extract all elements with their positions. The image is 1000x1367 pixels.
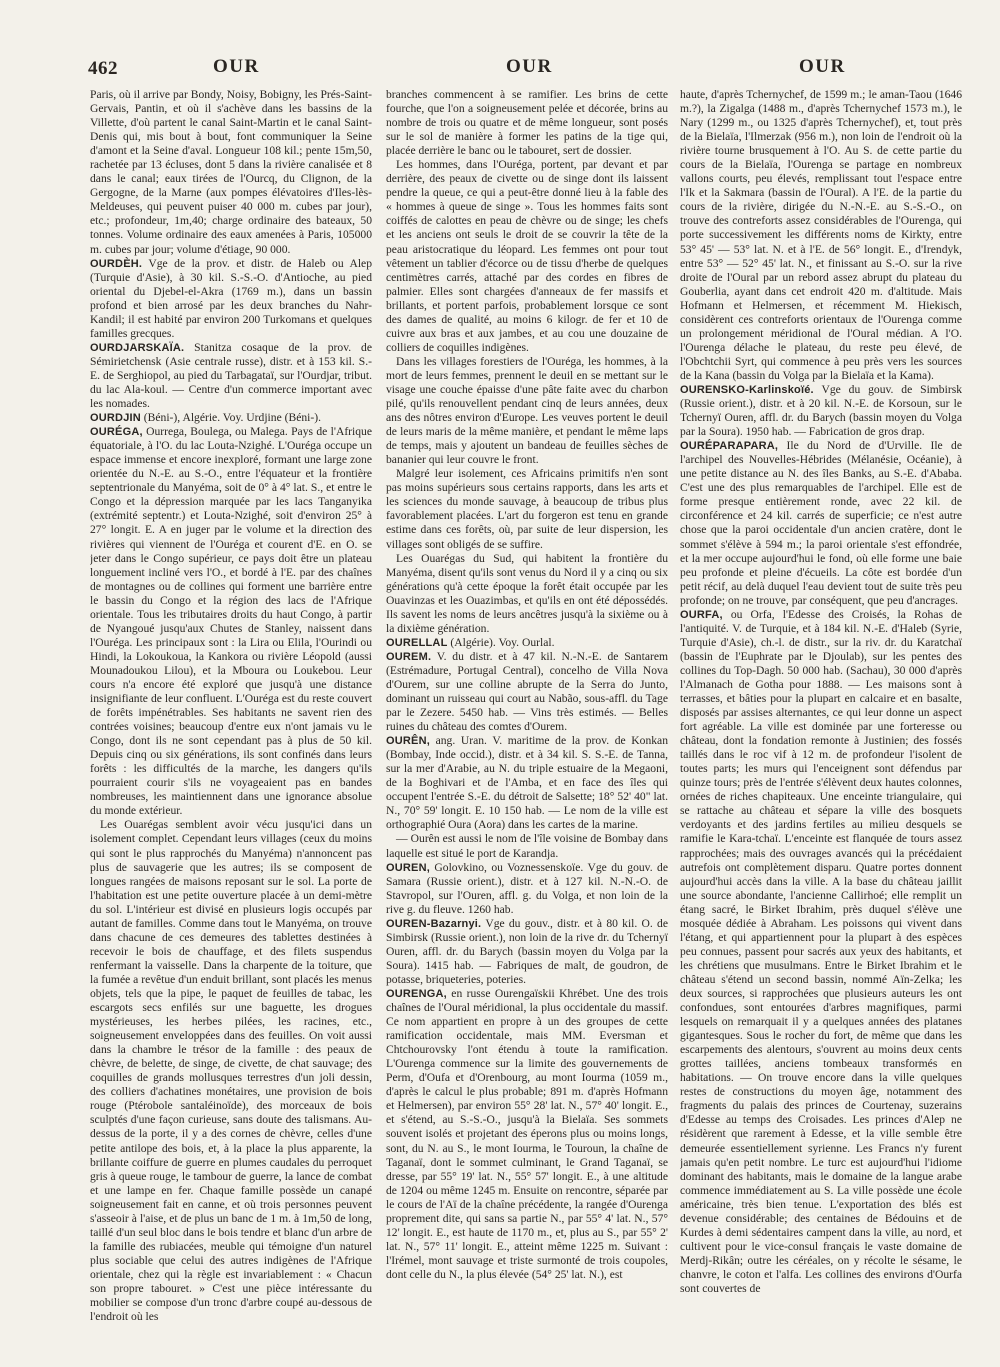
dictionary-entry [90,425,372,818]
entry-headword: OURENGA, [386,988,447,1000]
entry-text: ou Orfa, l'Edesse des Croisés, la Rohas de l'antiquité. V. de Turquie, et à 184 kil. N.-E. d'Haleb (Syrie, Turquie d'Asie), ch.-l. de distr., sur la riv. dr. du Karatchaï (bassin de l'Euphrate par le Djoulab), sur les pentes des collines du Top-Dagh. 50 000 hab. (Sachau), 30 000 d'après l'Almanach de Gotha pour 1888. — Les maisons sont à terrasses, et bâties pour la plupart en calcaire et en basalte, disposés par assises alternantes, ce qui leur donne un aspect fort agréable. La ville est dominée par une forteresse ou château, dont la fondation remonte à Justinien; des fossés taillés dans le roc vif à 12 m. de profondeur l'isolent de toutes parts; les murs qui l'enceignent sont défendus par quinze tours; près de l'entrée s'élèvent deux hautes colonnes, ornées de riches chapiteaux. Une enceinte triangulaire, qui se rattache au château et sépare la ville des bosquets verdoyants et des jardins fertiles au milieu desquels se ramifie le Kara-tchaï. L'enceinte est flanquée de tours assez rapprochées; mais des ouvrages avancés qui la précédaient autrefois ont complètement disparu. Quatre portes donnent aujourd'hui accès dans la ville. A la base du château jaillit une source abondante, l'ancienne Callirhoé; elle remplit un étang sacré, le Birket Ibrahim, près duquel s'élève une mosquée dédiée à Abraham. Les poissons qui vivent dans l'étang, et qui appartiennent pour la plupart à des espèces peu connues, passent pour sacrés aux yeux des habitants, et les chrétiens que musulmans. Entre le Birket Ibrahim et le château s'étend un second bassin, nommé Aïn-Zelka; les deux sources, si rapprochées que plusieurs auteurs les ont confondues, sont entourées d'arbres magnifiques, parmi lesquels on remarquait il y a quelques années des platanes gigantesques. Sous le rocher du fort, de même que dans les escarpements des alentours, s'ouvrent au moins deux cents grottes taillées, anciens tombeaux transformés en habitations. — On trouve encore dans la ville quelques restes de constructions du moyen âge, notamment des fragments du palais des princes de Courtenay, suzerains d'Edesse au temps des Croisades. Les princes d'Alep ne résidèrent que rarement à Edesse, et la ville semble être demeurée essentiellement syrienne. Les Francs n'y furent jamais qu'en petit nombre. Le turc est aujourd'hui l'idiome dominant des habitants, mais le domaine de la langue arabe commence immédiatement au S. La ville possède une école américaine, très bien tenue. L'exportation des blés est devenue considérable; des centaines de Bédouins et de Kurdes à demi sédentaires campent dans la ville, au nord, et cultivent pour le vice-consul français le vaste domaine de Merdj-Rikân; outre les céréales, on y récolte le sésame, le chanvre, le coton et l'alfa. Les collines des environs d'Ourfa sont couvertes de [680,607,962,1295]
paragraph: Les Ouarégas semblent avoir vécu jusqu'ici dans un isolement complet. Cependant leurs villages (ceux du moins qui sont le plus rapprochés du Manyéma) n'annoncent pas plus de sauvagerie que les autres; ils se composent de longues rangées de maisons reposant sur le sol. La porte de l'habitation est une petite ouverture placée à un demi-mètre du sol. L'intérieur est divisé en plusieurs logis occupés par autant de familles. Comme dans tout le Manyéma, on trouve dans chacune de ces demeures des tablettes destinées à recevoir le bois de chauffage, et des filets suspendus renfermant la vaisselle. Dans la charpente de la toiture, que la fumée a revêtue d'un enduit brillant, sont placés les menus objets, tels que la pipe, le paquet de feuilles de tabac, les escargots secs enfilés sur une baguette, les drogues mystérieuses, les herbes pilées, les racines, etc., soigneusement enveloppées dans des feuilles. On voit aussi dans la chambre le trésor de la famille : des peaux de chèvre, de belette, de singe, de civette, de chat sauvage; des coquilles de grands mollusques terrestres d'un joli dessin, des colliers d'achatines monétaires, une provision de bois rouge (Ptérobole santaléinoïde), des morceaux de bois sculptés d'une façon curieuse, sans doute des talismans. Au-dessus de la porte, il y a des cornes de chèvre, celles d'une petite antilope des bois, et, à la place la plus apparente, la brillante coiffure de guerre en plumes caudales du perroquet gris à queue rouge, le tambour de guerre, la lance de combat et une lampe en fer. Chaque famille possède un canapé soigneusement fait en canne, et où trois personnes peuvent s'asseoir à l'aise, et de plus un banc de 1 m. à 1m,50 de long, taillé d'un seul bloc dans le bois tendre et blanc d'un arbre de la famille des rubiacées, meuble qui témoigne d'un naturel plus sociable que celui des autres indigènes de l'Afrique orientale, chez qui la règle est invariablement : « Chacun son propre tabouret. » C'est une pièce intéressante du mobilier se compose d'un tronc d'arbre coupé au-dessous de l'endroit où les [90,818,372,1324]
entry-headword: OURENSKO-Karlinskoïé. [680,383,814,396]
page-header [0,52,1000,82]
entry-text: Ile du Nord de d'Urville. Ile de l'archipel des Nouvelles-Hébrides (Mélanésie, Océanie), à une petite distance au N. des îles Banks, au S.-E. d'Ababa. C'est une des plus remarquables de l'archipel. Elle est de forme presque entièrement ronde, avec 22 kil. de circonférence et 24 kil. carrés de superficie; ce n'est autre chose que la paroi occidentale d'un ancien cratère, dont le sommet s'élève à 594 m.; la paroi orientale s'est effondrée, et la mer occupe aujourd'hui le fond, où elle forme une baie peu profonde et pleine d'écueils. La côte est bordée d'un petit récif, au delà duquel l'eau devient tout de suite très peu profonde; on ne trouve, par conséquent, que peu d'ancrages. [680,439,962,607]
dictionary-entry [386,861,668,917]
running-head-left: OUR [213,56,260,77]
text-column-1 [90,88,372,1353]
entry-headword: OURÉPARAPARA, [680,440,779,453]
dictionary-entry [386,917,668,987]
paragraph: Malgré leur isolement, ces Africains primitifs n'en sont pas moins supérieurs sous certains rapports, dans les arts et les sciences du monde sauvage, à beaucoup de tribus plus favorablement placées. L'art du forgeron est tenu en grande estime dans ces forêts, où, par suite de leur dispersion, les villages sont obligés de se suffire. [386,467,668,551]
entry-headword: OUREM. [386,650,432,663]
entry-headword: OURDJARSKAÏA. [90,341,185,354]
entry-text: V. du distr. et à 47 kil. N.-N.-E. de Santarem (Estrémadure, Portugal Central), concelho de Villa Nova d'Ourem, sur une colline abrupte de la Serra do Junto, dominant un ruisseau qui court au Nabão, sous-affl. du Tage par le Zezere. 5450 hab. — Vins très estimés. — Belles ruines du château des comtes d'Ourem. [386,649,668,734]
dictionary-entry [386,734,668,832]
entry-text: Stanitza cosaque de la prov. de Sémirietchensk (Asie centrale russe), distr. et à 153 kil. S.-E. de Serghiopol, au pied du Tarbagataï, sur l'Ourdjar, tribut. du lac Ala-koul. — Centre d'un commerce important avec les nomades. [90,340,372,411]
entry-headword: OURÉGA, [90,426,143,439]
entry-headword: OURDÈH. [90,257,143,270]
text-column-3 [680,88,962,1353]
entry-headword: OURDJIN [90,412,141,425]
continued-paragraph: haute, d'après Tchernychef, de 1599 m.; le aman-Taou (1646 m.?), la Zigalga (1488 m., d'après Tchernychef 1573 m.), le Nary (1299 m., ou 1325 d'après Tchernychef), et, tout près de la Bielaïa, l'Ilmerzak (956 m.), non loin de l'endroit où la rivière tourne brusquement à l'O. Au S. de cette partie du cours de la Bielaïa, l'Ourenga se partage en nombreux vallons courts, peu élevés, remplissant tout l'espace entre l'Ik et la Sakmara (bassin de l'Oural). A l'E. de la partie du cours de la rivière, dirigée du N.-N.-E. au S.-S.-O., on trouve des contreforts assez considérables de l'Ourenga, qui porte successivement les différents noms de Kirkty, entre 53° 45' — 53° lat. N. et à l'E. de 56° longit. E., d'Irendyk, entre 53° — 52° 45' lat. N., et finissant au S.-O. sur la rive droite de l'Oural par un rebord assez abrupt du plateau du Gouberlia, ayant dans cet endroit 420 m. d'altitude. Mais Hofmann et Helmersen, et récemment M. Hiekisch, considèrent ces contreforts orientaux de l'Ourenga comme un prolongement méridional de l'Oural médian. A l'O. l'Ourenga délache le plateau, du reste peu élevé, de l'Obchtchii Syrt, qui commence à peu près vers les sources de la Kana (bassin du Volga par la Bielaïa et la Kama). [680,88,962,382]
entry-text: Golovkino, ou Voznessenskoïe. Vge du gouv. de Samara (Russie orient.), distr. et à 127 kil. N.-N.-O. de Stavropol, sur l'Ouren, affl. g. du Volga, et non loin de la rive g. du fleuve. 1260 hab. [386,860,668,916]
dictionary-entry [680,383,962,439]
entry-text: Vge du gouv., distr. et à 80 kil. O. de Simbirsk (Russie orient.), non loin de la rive dr. du Tchernyï Ouren, affl. dr. du Barych (bassin moyen du Volga par la Soura). 1415 hab. — Fabriques de malt, de goudron, de potasse, briqueteries, poteries. [386,916,668,986]
entry-text: ang. Uran. V. maritime de la prov. de Konkan (Bombay, Inde occid.), distr. et à 34 kil. S. S.-E. de Tanna, sur la mer d'Arabie, au N. du triple estuaire de la Megaoni, de la Boghivari et de l'Amba, et en face des îles qui occupent l'entrée S.-E. du détroit de Salsette; 18° 52' 40" lat. N., 70° 59' longit. E. 10 150 hab. — Le nom de la ville est orthographié Oura (Aora) dans les cartes de la marine. [386,734,668,832]
entry-headword: OUREN, [386,861,430,874]
entry-text: (Béni-), Algérie. Voy. Urdjine (Béni-). [140,411,321,425]
dictionary-entry [680,608,962,1296]
paragraph: Les Ouarégas du Sud, qui habitent la frontière du Manyéma, disent qu'ils sont venus du Nord il y a cinq ou six générations qu'à cette époque la forêt était occupée par les Ouavinzas et les Ouazimbas, et qu'ils en ont été dépossédés. Ils savent les noms de leurs ancêtres jusqu'à la sixième ou à la dixième génération. [386,551,668,635]
entry-text: Vge de la prov. et distr. de Haleb ou Alep (Turquie d'Asie), à 30 kil. S.-S.-O. d'Antioche, au pied oriental du Djebel-el-Akra (1769 m.), dans un bassin profond et bien arrosé par les deux branches du Nahr-Kandil; il est habité par environ 200 Turkomans et quelques familles grecques. [90,256,372,340]
entry-headword: OURFA, [680,608,723,621]
dictionary-entry [680,439,962,608]
dictionary-entry [386,636,668,650]
dictionary-entry [90,411,372,425]
entry-text: Ourrega, Boulega, ou Malega. Pays de l'Afrique équatoriale, à l'O. du lac Louta-Nzighé. L'Ouréga occupe un espace immense et encore inexploré, formant une large zone orientée du N.-E. au S.-O., entre l'équateur et la frontière septentrionale du Manyéma, soit de 0° à 4° lat. S., et entre le Congo et la dépression marquée par les lacs Tanganyika (extrémité septentr.) et Louta-Nzighé, soit d'environ 25° à 27° longit. E. A en juger par le volume et la direction des rivières qui viennent de l'Ouréga et courent d'E. en O. se jeter dans le Congo supérieur, ce pays doit être un plateau longuement incliné vers l'O., et bordé à l'E. par des chaînes de montagnes ou de collines qui forment une barrière entre le bassin du Congo et la région des lacs de l'Afrique orientale. Tous les tributaires droits du haut Congo, à partir de Nyangoué jusqu'aux Chutes de Stanley, naissent dans l'Ouréga. Les principaux sont : la Lira ou Elila, l'Ourindi ou Hindi, la Lokoukoua, la Kankora ou rivière Léopold (aussi Mounadoukou Lilou), et la Mboura ou Loukebou. Leur cours n'a encore été exploré que jusqu'à une distance insignifiante de leur confluent. L'Ouréga est du reste couvert de forêts impénétrables. Ses habitants ne savent rien des contrées voisines; beaucoup d'entre eux n'ont jamais vu le Congo, dont ils ne sont cependant pas à plus de 50 kil. Depuis cinq ou six générations, ils sont confinés dans leurs forêts : les difficultés de la marche, les dangers qu'ils pourraient courir s'ils ne voyageaient pas en bandes nombreuses, les maintiennent dans une ignorance absolue du monde extérieur. [90,425,372,818]
dictionary-entry [386,987,668,1282]
entry-headword: OURELLAL [386,636,448,649]
dictionary-entry [90,257,372,341]
text-column-2 [386,88,668,1353]
entry-headword: OURÊN, [386,735,430,748]
paragraph: Les hommes, dans l'Ouréga, portent, par devant et par derrière, des peaux de civette ou de singe dont ils laissent pendre la queue, ce qui a peut-être donné lieu à la fable des « hommes à queue de singe ». Tous les hommes faits sont coiffés de calottes en peau de chèvre ou de singe; les chefs et les anciens ont seuls le droit de se couvrir la tête de la peau aristocratique du léopard. Les femmes ont pour tout vêtement un tablier d'écorce ou de tissu d'herbe de quelques centimètres carrés, attaché par des cordes en fibres de palmier. Elles sont chargées d'anneaux de fer massifs et brillants, et portent parfois, probablement lorsque ce sont des dames de qualité, au moins 6 kilogr. de fer et 10 de cuivre aux bras et aux jambes, et au cou une douzaine de colliers de coquilles indigènes. [386,158,668,354]
continued-paragraph: Paris, où il arrive par Bondy, Noisy, Bobigny, les Prés-Saint-Gervais, Pantin, et où il s'achève dans les bassins de la Villette, d'où partent le canal Saint-Martin et le canal Saint-Denis qui, mis bout à bout, font communiquer la Seine d'amont et la Seine d'aval. Longueur 108 kil.; pente 15m,50, rachetée par 13 écluses, dont 5 dans la rivière canalisée et 8 dans le canal; eaux tirées de l'Ourcq, du Clignon, de la Gergogne, de la Marne (aux pompes élévatoires d'Iles-lès-Meldeuses, qui peuvent puiser 40 000 m. cubes par jour), etc.; profondeur, 1m,40; charge ordinaire des bateaux, 50 tonnes. Volume ordinaire des eaux amenées à Paris, 105000 m. cubes par jour; volume d'étiage, 90 000. [90,88,372,256]
page-number: 462 [88,58,118,79]
entry-text: (Algérie). Voy. Ourlal. [447,635,555,649]
paragraph: Dans les villages forestiers de l'Ouréga, les hommes, à la mort de leurs femmes, prennent le deuil en se mettant sur le visage une couche épaisse d'une pâte faite avec du charbon pilé, qu'ils renouvellent pendant cinq de leurs années, deux ans des nôtres environ d'Europe. Les veuves portent le deuil de leurs maris de la même manière, et pendant le même laps de temps, mais y ajoutent un bandeau de feuilles sèches de bananier qui leur couvre le front. [386,354,668,467]
paragraph: — Ourên est aussi le nom de l'île voisine de Bombay dans laquelle est situé le port de Karandja. [386,832,668,860]
entry-text: en russe Ourengaïskii Khrébet. Une des trois chaînes de l'Oural méridional, la plus occidentale du massif. Ce nom appartient en propre à un des groupes de cette ramification occidentale, mais MM. Eversman et Chtchourovsky l'ont étendu à toute la ramification. L'Ourenga commence sur la limite des gouvernements de Perm, d'Oufa et d'Orenbourg, au mont Iourma (1059 m., d'après le calcul le plus probable; 891 m. d'après Hofmann et Helmersen), par environ 55° 28' lat. N., 57° 40' longit. E., et s'étend, au S.-S.-O., jusqu'à la Bielaïa. Ses sommets souvent isolés et projetant des éperons plus ou moins longs, sont, du N. au S., le mont Iourma, le Touroun, la chaîne de Taganaï, dont le sommet culminant, le Grand Taganaï, se dresse, par 55° 19' lat. N., 55° 57' longit. E., à une altitude de 1204 ou même 1245 m. Ensuite on rencontre, séparée par le cours de l'Aï de la chaîne précédente, la rangée d'Ourenga proprement dite, qui sans sa partie N., par 55° 4' lat. N., 57° 12' longit. E., est haute de 1170 m., et, plus au S., par 55° 2' lat. N., 57° 11' longit. E., atteint même 1225 m. Suivant : l'Irémel, mont sauvage et triste surmonté de trois coupoles, dont celle du N., la plus élevée (54° 25' lat. N.), est [386,987,668,1281]
running-head-center: OUR [506,56,553,77]
entry-text: Vge du gouv. de Simbirsk (Russie orient.), distr. et à 20 kil. N.-E. de Korsoun, sur le Tchernyï Ouren, affl. dr. du Barych (bassin moyen du Volga par la Soura). 1950 hab. — Fabrication de gros drap. [680,382,962,439]
running-head-right: OUR [799,56,846,77]
dictionary-entry [386,650,668,734]
dictionary-entry [90,341,372,411]
entry-headword: OUREN-Bazarnyi. [386,917,482,930]
continued-paragraph: branches commencent à se ramifier. Les brins de cette fourche, que l'on a soigneusement pelée et décorée, brins au nombre de trois ou quatre et de même longueur, sont posés sur le sol de manière à former les patins de la tige qui, placée derrière le banc ou le tabouret, sert de dossier. [386,88,668,158]
